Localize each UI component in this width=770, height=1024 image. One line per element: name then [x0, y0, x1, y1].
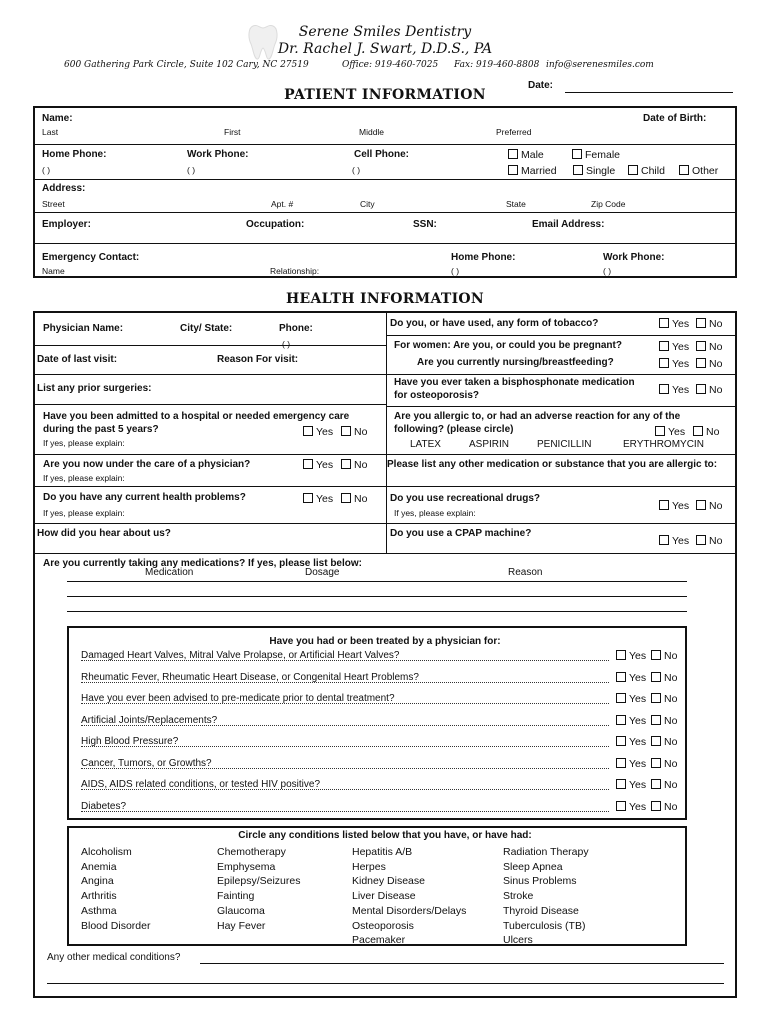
treated-condition-row	[81, 693, 681, 707]
condition-item[interactable]: Pacemaker	[352, 934, 406, 947]
treated-no-checkbox[interactable]: No	[651, 693, 677, 705]
treated-no-checkbox[interactable]: No	[651, 779, 677, 791]
condition-item[interactable]: Emphysema	[217, 860, 276, 873]
work-phone-field[interactable]: ( )	[187, 165, 196, 175]
dot-leader	[81, 660, 609, 661]
treated-condition-row	[81, 736, 681, 750]
condition-item[interactable]: Glaucoma	[217, 904, 265, 917]
allergen-aspirin[interactable]: ASPIRIN	[469, 439, 510, 450]
date-label: Date:	[528, 80, 554, 91]
tobacco-question: Do you, or have used, any form of tobacco?	[390, 318, 599, 329]
physician-care-question: Are you now under the care of a physician?	[43, 459, 251, 470]
name-label: Name:	[42, 113, 73, 124]
condition-item[interactable]: Radiation Therapy	[503, 846, 589, 858]
allergy-no-checkbox[interactable]: No	[693, 426, 719, 438]
other-conditions-line[interactable]	[200, 963, 724, 964]
work-phone-label: Work Phone:	[187, 149, 249, 160]
female-checkbox[interactable]: Female	[572, 149, 620, 161]
treated-condition-label: Cancer, Tumors, or Growths?	[81, 757, 212, 769]
condition-item[interactable]: Asthma	[81, 904, 117, 917]
condition-item[interactable]: Liver Disease	[352, 890, 416, 903]
emergency-contact-label: Emergency Contact:	[42, 252, 140, 263]
home-phone-field[interactable]: ( )	[42, 165, 51, 175]
problems-yes-checkbox[interactable]: Yes	[303, 493, 333, 505]
circle-conditions-title: Circle any conditions listed below that you have, or have had:	[238, 830, 532, 841]
nursing-no-checkbox[interactable]: No	[696, 358, 722, 370]
health-problems-question: Do you have any current health problems?	[43, 492, 246, 503]
phone-label: Phone:	[279, 323, 313, 334]
male-checkbox[interactable]: Male	[508, 149, 544, 161]
treated-condition-label: High Blood Pressure?	[81, 736, 179, 747]
practice-address: 600 Gathering Park Circle, Suite 102 Cary, NC 27519	[64, 60, 309, 70]
treated-no-checkbox[interactable]: No	[651, 672, 677, 684]
drugs-yes-checkbox[interactable]: Yes	[659, 500, 689, 512]
treated-condition-label: Rheumatic Fever, Rheumatic Heart Disease, or Congenital Heart Problems?	[81, 671, 419, 683]
relationship-field[interactable]: Relationship:	[270, 266, 320, 276]
treated-no-checkbox[interactable]: No	[651, 736, 677, 748]
dot-leader	[81, 682, 609, 683]
allergen-erythromycin[interactable]: ERYTHROMYCIN	[623, 439, 704, 450]
treated-no-checkbox[interactable]: No	[651, 758, 677, 770]
hear-about-us-label: How did you hear about us?	[37, 528, 171, 539]
city-state-label: City/ State:	[180, 323, 233, 334]
condition-item[interactable]: Sinus Problems	[503, 875, 577, 888]
allergy-question-line2: following? (please circle)	[394, 424, 514, 435]
dot-leader	[81, 789, 609, 790]
treated-condition-label: AIDS, AIDS related conditions, or tested HIV positive?	[81, 779, 321, 790]
dosage-column-header: Dosage	[305, 567, 340, 578]
practice-name: Serene Smiles Dentistry	[298, 24, 472, 40]
treated-condition-row	[81, 672, 681, 686]
practice-email: info@serenesmiles.com	[546, 60, 654, 70]
bisphosphonate-question-line1: Have you ever taken a bisphosphonate medication	[394, 377, 635, 388]
bisphosphonate-question-line2: for osteoporosis?	[394, 390, 480, 401]
hospital-question-line1: Have you been admitted to a hospital or needed emergency care	[43, 411, 350, 422]
treated-yes-checkbox[interactable]: Yes	[614, 779, 646, 791]
email-address-label: Email Address:	[532, 219, 605, 230]
pregnant-question: For women: Are you, or could you be pregnant?	[394, 340, 622, 351]
married-checkbox[interactable]: Married	[508, 165, 557, 177]
hospital-no-checkbox[interactable]: No	[341, 426, 367, 438]
treated-yes-checkbox[interactable]: Yes	[614, 715, 646, 727]
ec-work-phone-field[interactable]: ( )	[603, 266, 612, 276]
treated-condition-label: Artificial Joints/Replacements?	[81, 714, 218, 726]
cpap-question: Do you use a CPAP machine?	[390, 528, 532, 539]
condition-item[interactable]: Mental Disorders/Delays	[352, 904, 467, 917]
medications-question: Are you currently taking any medications? If yes, please list below:	[43, 558, 362, 569]
reason-column-header: Reason	[508, 567, 543, 578]
health-information-title: HEALTH INFORMATION	[285, 291, 485, 307]
middle-name-field[interactable]: Middle	[359, 127, 385, 137]
cpap-yes-checkbox[interactable]: Yes	[659, 535, 689, 547]
patient-information-title: PATIENT INFORMATION	[284, 87, 486, 103]
condition-item[interactable]: Blood Disorder	[81, 919, 151, 932]
ec-name-field[interactable]: Name	[42, 266, 65, 276]
ec-home-phone-label: Home Phone:	[451, 252, 516, 263]
condition-item[interactable]: Hepatitis A/B	[352, 846, 413, 858]
treated-condition-label: Diabetes?	[81, 800, 127, 812]
pregnant-no-checkbox[interactable]: No	[696, 341, 722, 353]
dot-leader	[81, 746, 609, 747]
cell-phone-field[interactable]: ( )	[352, 165, 361, 175]
zip-field[interactable]: Zip Code	[591, 199, 626, 209]
single-checkbox[interactable]: Single	[573, 165, 615, 177]
other-conditions-line-2[interactable]	[47, 983, 724, 984]
condition-item[interactable]: Osteoporosis	[352, 919, 414, 932]
medication-line[interactable]	[67, 611, 687, 612]
problems-no-checkbox[interactable]: No	[341, 493, 367, 505]
treated-yes-checkbox[interactable]: Yes	[614, 672, 646, 684]
dob-label: Date of Birth:	[643, 113, 707, 124]
medication-line[interactable]	[67, 581, 687, 582]
medication-column-header: Medication	[145, 567, 194, 578]
reason-visit-label: Reason For visit:	[217, 354, 299, 365]
preferred-name-field[interactable]: Preferred	[496, 127, 532, 137]
condition-item[interactable]: Arthritis	[81, 890, 117, 903]
bisphosphonate-yes-checkbox[interactable]: Yes	[659, 384, 689, 396]
tobacco-yes-checkbox[interactable]: Yes	[659, 318, 689, 330]
treated-yes-checkbox[interactable]: Yes	[614, 758, 646, 770]
condition-item[interactable]: Hay Fever	[217, 919, 266, 932]
dot-leader	[81, 768, 609, 769]
problems-explain-field[interactable]: If yes, please explain:	[43, 508, 125, 518]
pregnant-yes-checkbox[interactable]: Yes	[659, 341, 689, 353]
dot-leader	[81, 811, 609, 812]
treated-condition-label: Have you ever been advised to pre-medicate prior to dental treatment?	[81, 693, 395, 704]
drugs-no-checkbox[interactable]: No	[696, 500, 722, 512]
condition-item[interactable]: Fainting	[217, 890, 255, 903]
address-label: Address:	[42, 183, 86, 194]
condition-item[interactable]: Ulcers	[503, 934, 533, 947]
other-conditions-label: Any other medical conditions?	[47, 952, 181, 963]
treated-no-checkbox[interactable]: No	[651, 801, 677, 813]
child-checkbox[interactable]: Child	[628, 165, 665, 177]
care-yes-checkbox[interactable]: Yes	[303, 459, 333, 471]
condition-item[interactable]: Stroke	[503, 890, 534, 903]
care-no-checkbox[interactable]: No	[341, 459, 367, 471]
treated-no-checkbox[interactable]: No	[651, 650, 677, 662]
treated-yes-checkbox[interactable]: Yes	[614, 693, 646, 705]
treated-no-checkbox[interactable]: No	[651, 715, 677, 727]
apt-field[interactable]: Apt. #	[271, 199, 294, 209]
cell-phone-label: Cell Phone:	[354, 149, 410, 160]
bisphosphonate-no-checkbox[interactable]: No	[696, 384, 722, 396]
drugs-explain-field[interactable]: If yes, please explain:	[394, 508, 476, 518]
recreational-drugs-question: Do you use recreational drugs?	[390, 493, 541, 504]
last-visit-label: Date of last visit:	[37, 354, 118, 365]
physician-name-label: Physician Name:	[43, 323, 124, 334]
other-allergy-label: Please list any other medication or substance that you are allergic to:	[387, 459, 718, 470]
treated-yes-checkbox[interactable]: Yes	[614, 736, 646, 748]
other-checkbox[interactable]: Other	[679, 165, 718, 177]
prior-surgeries-label: List any prior surgeries:	[37, 383, 152, 394]
condition-item[interactable]: Chemotherapy	[217, 846, 286, 858]
treated-condition-row	[81, 801, 681, 815]
condition-item[interactable]: Thyroid Disease	[503, 904, 579, 917]
treated-yes-checkbox[interactable]: Yes	[614, 650, 646, 662]
last-name-field[interactable]: Last	[42, 127, 59, 137]
allergen-latex[interactable]: LATEX	[410, 439, 441, 450]
condition-item[interactable]: Alcoholism	[81, 846, 132, 858]
cpap-no-checkbox[interactable]: No	[696, 535, 722, 547]
dot-leader	[81, 703, 609, 704]
dot-leader	[81, 725, 609, 726]
treated-conditions-title: Have you had or been treated by a physician for:	[269, 636, 501, 647]
allergy-yes-checkbox[interactable]: Yes	[655, 426, 685, 438]
allergen-penicillin[interactable]: PENICILLIN	[537, 439, 592, 450]
city-field[interactable]: City	[360, 199, 375, 209]
hospital-yes-checkbox[interactable]: Yes	[303, 426, 333, 438]
treated-condition-row	[81, 715, 681, 729]
condition-item[interactable]: Angina	[81, 875, 114, 888]
ssn-label: SSN:	[413, 219, 437, 230]
nursing-question: Are you currently nursing/breastfeeding?	[417, 357, 614, 368]
treated-condition-row	[81, 758, 681, 772]
treated-condition-row	[81, 650, 681, 664]
ec-work-phone-label: Work Phone:	[603, 252, 665, 263]
condition-item[interactable]: Tuberculosis (TB)	[503, 919, 586, 932]
allergy-question-line1: Are you allergic to, or had an adverse reaction for any of the	[394, 411, 681, 422]
tobacco-no-checkbox[interactable]: No	[696, 318, 722, 330]
condition-item[interactable]: Sleep Apnea	[503, 860, 563, 873]
employer-label: Employer:	[42, 219, 91, 230]
doctor-name: Dr. Rachel J. Swart, D.D.S., PA	[277, 41, 493, 57]
occupation-label: Occupation:	[246, 219, 305, 230]
hospital-question-line2: during the past 5 years?	[43, 424, 159, 435]
treated-yes-checkbox[interactable]: Yes	[614, 801, 646, 813]
first-name-field[interactable]: First	[224, 127, 241, 137]
state-field[interactable]: State	[506, 199, 526, 209]
physician-phone-field[interactable]: ( )	[282, 339, 291, 349]
condition-item[interactable]: Herpes	[352, 860, 386, 873]
fax-number: Fax: 919-460-8808	[454, 60, 540, 70]
treated-condition-label: Damaged Heart Valves, Mitral Valve Prolapse, or Artificial Heart Valves?	[81, 650, 400, 661]
condition-item[interactable]: Kidney Disease	[352, 875, 425, 888]
hospital-explain-field[interactable]: If yes, please explain:	[43, 438, 125, 448]
street-field[interactable]: Street	[42, 199, 65, 209]
nursing-yes-checkbox[interactable]: Yes	[659, 358, 689, 370]
condition-item[interactable]: Epilepsy/Seizures	[217, 875, 301, 888]
home-phone-label: Home Phone:	[42, 149, 107, 160]
office-phone: Office: 919-460-7025	[342, 60, 439, 70]
treated-condition-row	[81, 779, 681, 793]
medication-line[interactable]	[67, 596, 687, 597]
ec-home-phone-field[interactable]: ( )	[451, 266, 460, 276]
condition-item[interactable]: Anemia	[81, 860, 117, 873]
care-explain-field[interactable]: If yes, please explain:	[43, 473, 125, 483]
